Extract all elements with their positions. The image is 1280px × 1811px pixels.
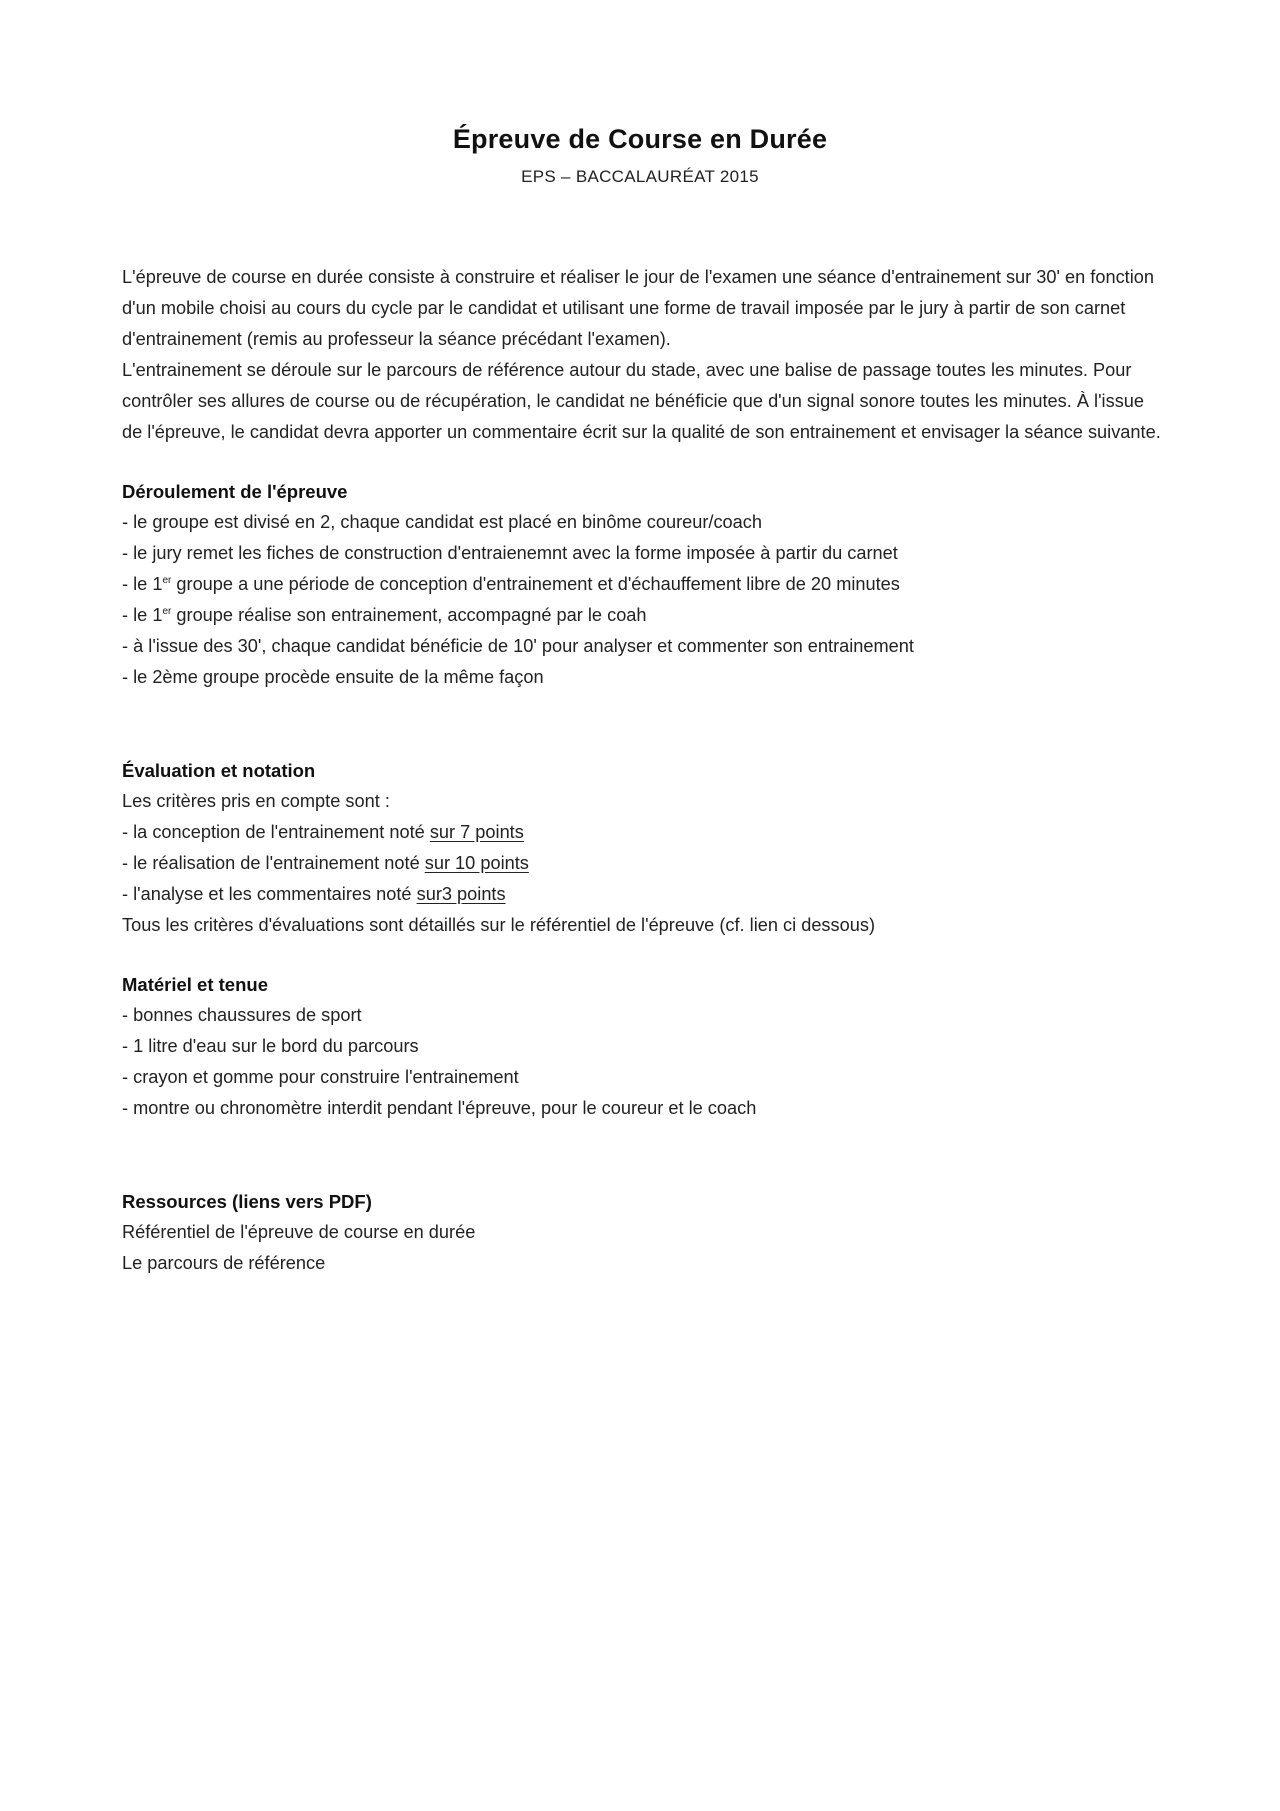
deroulement-heading: Déroulement de l'épreuve [122,481,348,502]
deroulement-list [122,507,1162,693]
criteria-text: - l'analyse et les commentaires noté [122,884,417,904]
criteria-text: - le réalisation de l'entrainement noté [122,853,425,873]
list-item-text: groupe a une période de conception d'entrainement et d'échauffement libre de 20 minutes [171,574,900,594]
ressources-heading: Ressources (liens vers PDF) [122,1191,372,1212]
materiel-list [122,1000,1162,1124]
criteria-points: sur 10 points [424,853,529,873]
list-item: - le 2ème groupe procède ensuite de la même façon [122,667,544,687]
evaluation-heading: Évaluation et notation [122,760,316,781]
list-item: - à l'issue des 30', chaque candidat bénéficie de 10' pour analyser et commenter son entrainement [122,636,914,656]
ressources-section [122,1186,1162,1279]
list-item [122,569,1162,600]
criteria-list [122,817,1162,910]
list-item-text: groupe réalise son entrainement, accompagné par le coah [171,605,647,625]
list-item: - le jury remet les fiches de construction d'entraienemnt avec la forme imposée à partir du carnet [122,543,898,563]
list-item: - bonnes chaussures de sport [122,1005,362,1025]
criteria-item [122,848,1162,879]
evaluation-intro: Les critères pris en compte sont : [122,791,390,811]
criteria-points: sur 7 points [429,822,524,842]
list-item: - montre ou chronomètre interdit pendant l'épreuve, pour le coureur et le coach [122,1098,757,1118]
evaluation-section [122,755,1162,941]
materiel-heading: Matériel et tenue [122,974,268,995]
criteria-points: sur3 points [416,884,506,904]
deroulement-section [122,476,1162,693]
intro-paragraph-1: L'épreuve de course en durée consiste à construire et réaliser le jour de l'examen une séance d'entrainement sur 30' en fonction d'un mobile choisi au cours du cycle par le candidat et utilisant une forme de travail imposée par le jury à partir de son carnet d'entrainement (remis au professeur la séance précédant l'examen). [122,267,1154,349]
document-body [122,262,1162,1279]
intro-section [122,262,1162,448]
list-item-text: - le 1 [122,574,163,594]
criteria-item [122,879,1162,910]
list-item: - crayon et gomme pour construire l'entrainement [122,1067,519,1087]
criteria-text: - la conception de l'entrainement noté [122,822,430,842]
list-item-text: - le 1 [122,605,163,625]
intro-paragraph-2: L'entrainement se déroule sur le parcours de référence autour du stade, avec une balise de passage toutes les minutes. Pour contrôler ses allures de course ou de récupération, le candidat ne bénéficie que d'un signal sonore toutes les minutes. À l'issue de l'épreuve, le candidat devra apporter un commentaire écrit sur la qualité de son entrainement et envisager la séance suivante. [122,360,1161,442]
criteria-item [122,817,1162,848]
materiel-section [122,969,1162,1124]
page-subtitle: EPS – BACCALAURÉAT 2015 [521,167,759,186]
list-item [122,600,1162,631]
referentiel-link[interactable]: Référentiel de l'épreuve de course en durée [122,1222,476,1242]
page-title: Épreuve de Course en Durée [452,124,828,154]
ordinal-superscript: er [162,605,172,617]
list-item: - le groupe est divisé en 2, chaque candidat est placé en binôme coureur/coach [122,512,762,532]
evaluation-note: Tous les critères d'évaluations sont détaillés sur le référentiel de l'épreuve (cf. lien ci dessous) [122,915,876,935]
parcours-link[interactable]: Le parcours de référence [122,1253,326,1273]
list-item: - 1 litre d'eau sur le bord du parcours [122,1036,419,1056]
ordinal-superscript: er [162,574,172,586]
